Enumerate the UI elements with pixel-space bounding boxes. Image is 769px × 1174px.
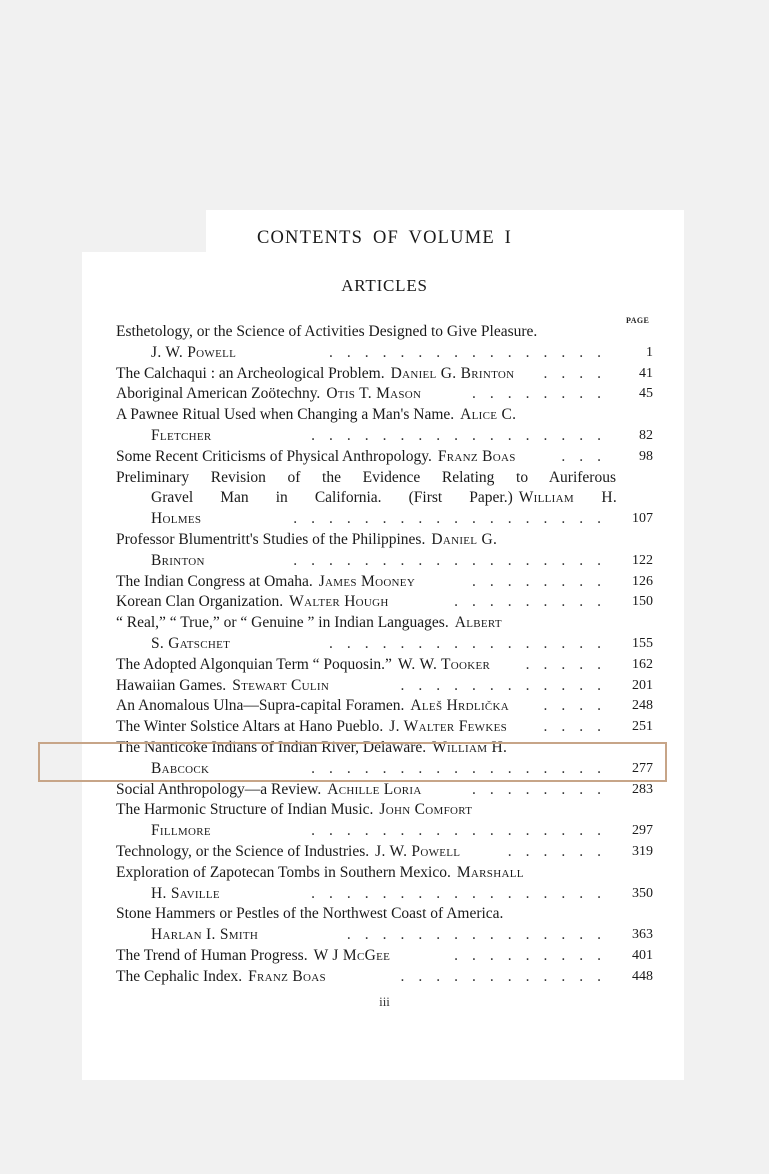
article-author: Franz Boas — [437, 447, 516, 465]
toc-line — [116, 384, 653, 405]
article-author: W J McGee — [313, 946, 391, 964]
article-author: Daniel G. Brinton — [390, 364, 515, 382]
toc-line — [116, 488, 617, 509]
toc-line — [116, 655, 653, 676]
leader-dots: ................. — [311, 426, 615, 444]
page-number: 277 — [632, 760, 653, 776]
page-number: 401 — [632, 947, 653, 963]
leader-dots: ......... — [454, 946, 615, 964]
page-folio: iii — [379, 994, 390, 1009]
page-number: 45 — [639, 386, 653, 402]
toc-entry — [116, 696, 653, 717]
toc-entry — [116, 384, 653, 405]
article-author: Albert — [454, 614, 502, 632]
article-author: Harlan I. Smith — [151, 926, 259, 944]
article-title: Gravel Man in California. (First Paper.) — [151, 489, 513, 507]
article-title: Professor Blumentritt's Studies of the Philippines. — [116, 530, 426, 548]
leader-dots: ..... — [525, 655, 615, 673]
article-author: Otis T. Mason — [326, 385, 422, 403]
toc-line — [116, 468, 616, 489]
toc-line — [116, 717, 653, 738]
article-author: Babcock — [151, 759, 210, 777]
toc-entry — [116, 738, 653, 780]
page-number: 297 — [632, 823, 653, 839]
leader-dots: ... — [561, 447, 615, 465]
article-title: Technology, or the Science of Industries. — [116, 842, 370, 860]
leader-dots: .................. — [293, 510, 615, 528]
toc-line — [116, 967, 653, 988]
toc-line — [116, 322, 653, 343]
toc-line — [116, 696, 653, 717]
article-title: The Adopted Algonquian Term “ Poquosin.” — [116, 655, 392, 673]
article-author: J. Walter Fewkes — [389, 718, 508, 736]
article-author: Stewart Culin — [232, 676, 330, 694]
page-number: 319 — [632, 843, 653, 859]
page-number: 82 — [639, 427, 653, 443]
toc-entry — [116, 780, 653, 801]
page-number: 41 — [639, 365, 653, 381]
article-author: John Comfort — [379, 801, 473, 819]
toc-line — [116, 863, 653, 884]
toc-line — [116, 759, 653, 780]
article-title: Aboriginal American Zoötechny. — [116, 385, 321, 403]
article-title: Exploration of Zapotecan Tombs in Southern Mexico. — [116, 863, 451, 881]
toc-line — [116, 343, 653, 364]
article-title: A Pawnee Ritual Used when Changing a Man's Name. — [116, 406, 455, 424]
article-author: Walter Hough — [289, 593, 389, 611]
toc-line — [116, 426, 653, 447]
toc-line — [116, 509, 653, 530]
article-title: The Trend of Human Progress. — [116, 946, 308, 964]
toc-line — [116, 364, 653, 385]
article-author: Alice C. — [460, 406, 517, 424]
page-number: 126 — [632, 573, 653, 589]
toc-entry — [116, 904, 653, 946]
page-number: 201 — [632, 677, 653, 693]
article-title: “ Real,” “ True,” or “ Genuine ” in Indian Languages. — [116, 614, 449, 632]
toc-line — [116, 447, 653, 468]
toc-line — [116, 572, 653, 593]
page-number: 1 — [646, 344, 653, 360]
leader-dots: ............ — [400, 967, 615, 985]
article-title: The Winter Solstice Altars at Hano Pueblo. — [116, 718, 384, 736]
article-author: William H. — [432, 738, 508, 756]
article-author: Fillmore — [151, 822, 211, 840]
toc-line — [116, 676, 653, 697]
toc-line — [116, 946, 653, 967]
toc-line — [116, 551, 653, 572]
toc-entry — [116, 322, 653, 364]
toc-entry — [116, 800, 653, 842]
article-author: J. W. Powell — [151, 343, 237, 361]
article-title: The Harmonic Structure of Indian Music. — [116, 801, 374, 819]
page-title: CONTENTS OF VOLUME I — [256, 228, 513, 248]
page-number: 162 — [632, 656, 653, 672]
article-title: The Cephalic Index. — [116, 967, 243, 985]
toc-line — [116, 800, 653, 821]
toc-line — [116, 592, 653, 613]
article-author: H. Saville — [151, 884, 220, 902]
page-column-label: PAGE — [626, 316, 650, 325]
toc-line — [116, 613, 653, 634]
page-number: 122 — [632, 552, 653, 568]
toc-line — [116, 634, 653, 655]
toc-line — [116, 780, 653, 801]
article-author: S. Gatschet — [151, 634, 231, 652]
leader-dots: ................. — [311, 759, 615, 777]
leader-dots: ........ — [472, 385, 615, 403]
page-number: 350 — [632, 885, 653, 901]
article-title: Preliminary Revision of the Evidence Relating to Auriferous — [116, 468, 616, 486]
toc-line — [116, 405, 653, 426]
page-number: 107 — [632, 511, 653, 527]
toc-entry — [116, 530, 653, 572]
leader-dots: .... — [543, 718, 615, 736]
article-title: Esthetology, or the Science of Activities Designed to Give Pleasure. — [116, 323, 538, 340]
article-title: An Anomalous Ulna—Supra-capital Foramen. — [116, 697, 405, 715]
leader-dots: ......... — [454, 593, 615, 611]
toc-entry — [116, 592, 653, 613]
leader-dots: ...... — [507, 842, 615, 860]
article-title: The Indian Congress at Omaha. — [116, 572, 313, 590]
article-author: Achille Loria — [327, 780, 422, 798]
article-author: W. W. Tooker — [397, 655, 491, 673]
article-author: Holmes — [151, 510, 202, 528]
page-number: 448 — [632, 968, 653, 984]
toc-entry — [116, 842, 653, 863]
leader-dots: ............... — [346, 926, 615, 944]
article-author: James Mooney — [318, 572, 416, 590]
article-author: Aleš Hrdlička — [410, 697, 510, 715]
article-title: Some Recent Criticisms of Physical Anthropology. — [116, 447, 432, 465]
toc-entry — [116, 572, 653, 593]
leader-dots: .... — [543, 364, 615, 382]
article-title: Hawaiian Games. — [116, 676, 227, 694]
article-title: The Nanticoke Indians of Indian River, Delaware. — [116, 738, 427, 756]
article-author: J. W. Powell — [375, 842, 461, 860]
toc-entry — [116, 468, 653, 530]
leader-dots: ............ — [400, 676, 615, 694]
leader-dots: ................ — [329, 343, 615, 361]
article-title: Stone Hammers or Pestles of the Northwest Coast of America. — [116, 905, 504, 923]
page-number: 248 — [632, 698, 653, 714]
leader-dots: ................ — [329, 634, 615, 652]
article-author: Franz Boas — [248, 967, 326, 985]
article-title: Social Anthropology—a Review. — [116, 780, 322, 798]
leader-dots: .... — [543, 697, 615, 715]
leader-dots: .................. — [293, 551, 615, 569]
toc-line — [116, 738, 653, 759]
toc-entry — [116, 863, 653, 905]
toc-entry — [116, 676, 653, 697]
page-number: 251 — [632, 719, 653, 735]
toc-line — [116, 842, 653, 863]
toc-entry — [116, 613, 653, 655]
toc-entry — [116, 717, 653, 738]
toc-line — [116, 904, 653, 925]
article-author: Daniel G. — [431, 530, 498, 548]
toc-line — [116, 884, 653, 905]
article-title: The Calchaqui : an Archeological Problem. — [116, 364, 385, 382]
page-number: 363 — [632, 927, 653, 943]
toc-entry — [116, 405, 653, 447]
page-number: 155 — [632, 635, 653, 651]
toc-entry — [116, 447, 653, 468]
article-author: Fletcher — [151, 426, 212, 444]
article-author: Brinton — [151, 551, 205, 569]
toc-entry — [116, 655, 653, 676]
page-number: 150 — [632, 594, 653, 610]
toc-entry — [116, 967, 653, 988]
article-author: William H. — [518, 489, 618, 507]
leader-dots: ........ — [472, 572, 615, 590]
leader-dots: ........ — [472, 780, 615, 798]
page-number: 98 — [639, 448, 653, 464]
toc-line — [116, 530, 653, 551]
article-title: Korean Clan Organization. — [116, 593, 284, 611]
leader-dots: ................. — [311, 884, 615, 902]
section-heading: ARTICLES — [341, 276, 428, 295]
toc-line — [116, 821, 653, 842]
toc-entry — [116, 946, 653, 967]
page-number: 283 — [632, 781, 653, 797]
toc-line — [116, 925, 653, 946]
leader-dots: ................. — [311, 822, 615, 840]
table-of-contents — [116, 322, 653, 988]
article-author: Marshall — [456, 863, 524, 881]
toc-entry — [116, 364, 653, 385]
